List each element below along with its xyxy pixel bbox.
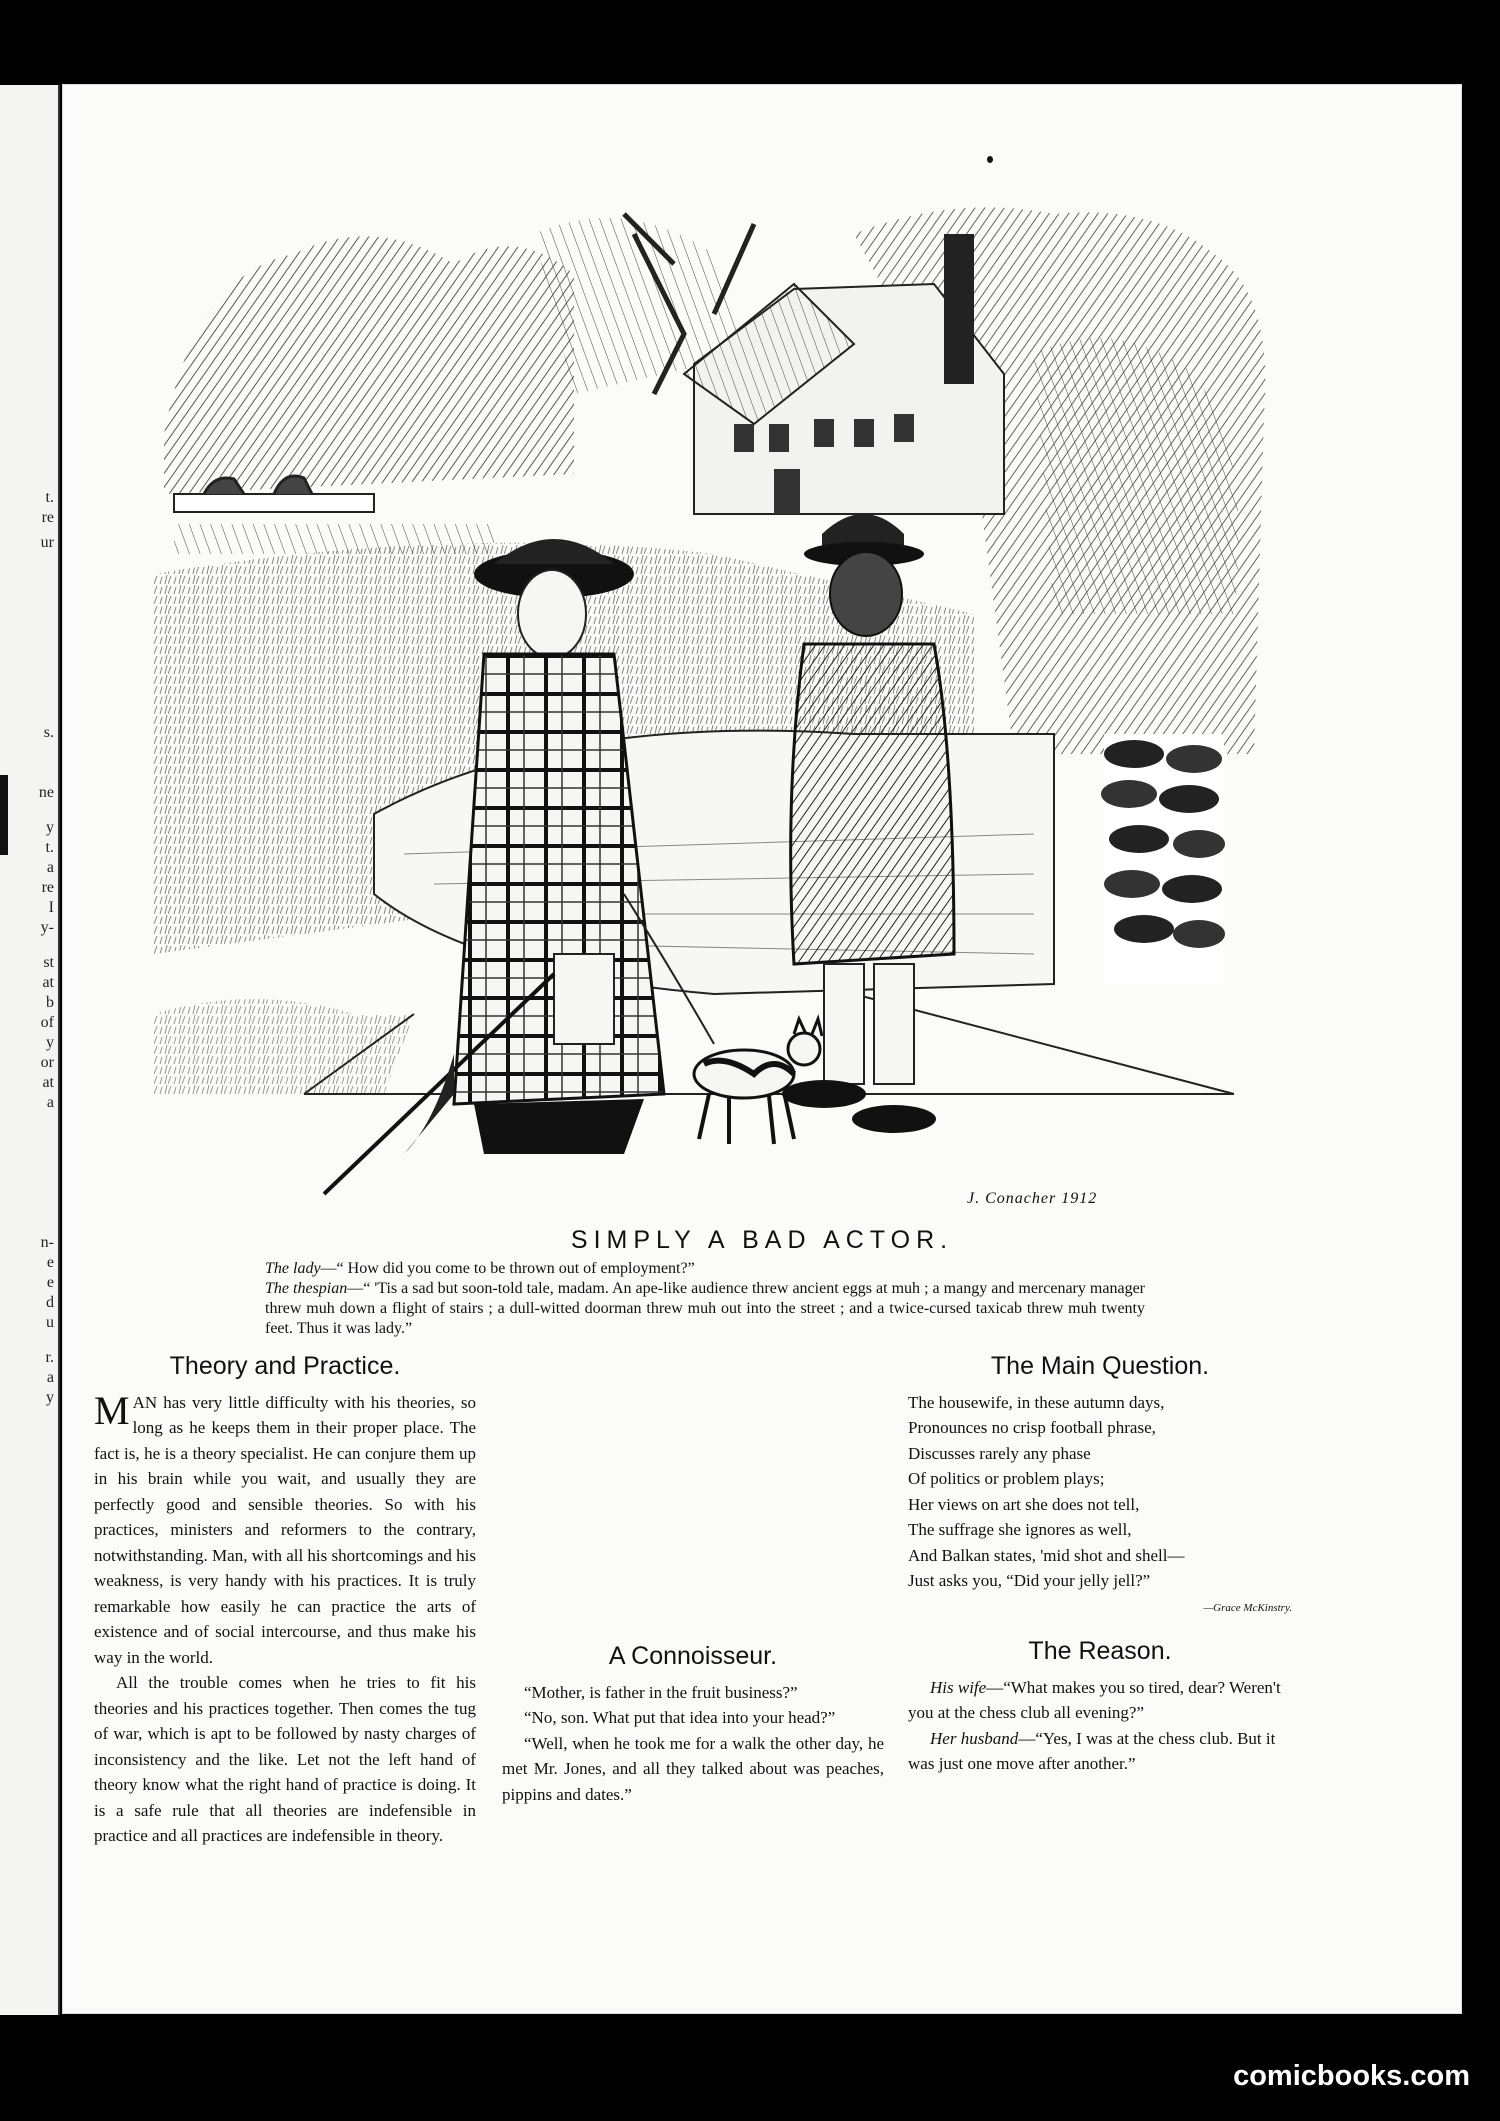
poem-author: —Grace McKinstry. xyxy=(1203,1601,1292,1614)
cartoon-title: SIMPLY A BAD ACTOR. xyxy=(570,1226,954,1254)
poem-line: Just asks you, “Did your jelly jell?” xyxy=(908,1571,1151,1590)
left-page-text-fragment: e xyxy=(46,1274,54,1291)
caption-lady-text: —“ How did you come to be thrown out of employment?” xyxy=(320,1260,695,1277)
connoisseur-line-1: “Mother, is father in the fruit business?” xyxy=(524,1682,798,1702)
heading-connoisseur: A Connoisseur. xyxy=(608,1642,778,1670)
left-page-text-fragment: a xyxy=(46,859,54,876)
theory-paragraph-2-text: All the trouble comes when he tries to fit his theories and his practices together. Then comes the tug of war, which is apt to be followed by nasty charges of inconsistency and the like. Let not the left hand of theory know what the right hand of practice is doing. It is a safe rule that all theories are indefensible in practice and all practices are indefensible in theory. xyxy=(94,1673,476,1845)
heading-main-question: The Main Question. xyxy=(990,1352,1210,1380)
left-page-text-fragment: at xyxy=(42,1074,54,1091)
lady-handbag xyxy=(554,954,614,1044)
left-page-text-fragment: ur xyxy=(40,534,54,551)
column-right xyxy=(908,1354,1292,1777)
left-page-text-fragment: t. xyxy=(45,489,54,506)
left-page-text-fragment: d xyxy=(46,1294,54,1311)
poem-line: Pronounces no crisp football phrase, xyxy=(908,1418,1156,1437)
caption-thespian-text: —“ 'Tis a sad but soon-told tale, madam. An ape-like audience threw ancient eggs at muh ; a mangy and mercenary manager threw muh down a flight of stairs ; a dull-witted doorman threw muh out into the street ; and a twice-cursed taxicab threw muh twenty feet. Thus it was lady.” xyxy=(265,1280,1145,1337)
caption-thespian-line xyxy=(265,1279,1145,1339)
left-page-text-fragment: y- xyxy=(40,919,54,936)
left-page-text-fragment: n- xyxy=(40,1234,54,1251)
left-page-text-fragment: ne xyxy=(38,784,54,801)
left-page-text-fragment: st xyxy=(43,954,54,971)
column-middle xyxy=(502,1354,884,1807)
stone-wall xyxy=(1101,734,1225,984)
poem-line: Discusses rarely any phase xyxy=(908,1443,1091,1463)
left-page-text-fragment: b xyxy=(46,994,54,1011)
left-page-text-fragment: t. xyxy=(45,839,54,856)
left-page-text-fragment: a xyxy=(46,1369,54,1386)
connoisseur-line-3: “Well, when he took me for a walk the other day, he met Mr. Jones, and all they talked about was peaches, pippins and dates.” xyxy=(502,1733,884,1804)
left-page-text-fragment: e xyxy=(46,1254,54,1271)
reason-wife-text: —“What makes you so tired, dear? Weren't you at the chess club all evening?” xyxy=(908,1677,1281,1722)
magazine-page xyxy=(62,84,1462,2014)
reason-husband-line xyxy=(908,1726,1292,1777)
main-question-poem xyxy=(908,1390,1292,1622)
left-page-text-fragment: or xyxy=(40,1054,54,1071)
poem-line: The suffrage she ignores as well, xyxy=(908,1520,1132,1539)
left-page-text-fragment: of xyxy=(40,1014,54,1031)
left-page-text-fragment: y xyxy=(46,819,54,836)
theory-paragraph-2 xyxy=(94,1670,476,1849)
left-page-text-fragment: u xyxy=(46,1314,54,1331)
connoisseur-line-2: “No, son. What put that idea into your head?” xyxy=(524,1708,836,1727)
theory-paragraph-1-text: has very little difficulty with his theories, so long as he keeps them in their proper place. The fact is, he is a theory specialist. He can conjure them up in his brain while you wait, and usually they are perfectly good and sensible theories. So with his practices, ministers and reformers to the contrary, notwithstanding. Man, with all his shortcomings and his weakness, is very handy with his practices. It is truly remarkable how easily he can practice the arts of existence and of social intercourse, and thus make his way in the world. xyxy=(94,1392,477,1667)
cartoon-caption xyxy=(265,1259,1145,1339)
caption-speaker-lady: The lady xyxy=(265,1260,321,1277)
heading-the-reason: The Reason. xyxy=(1028,1637,1172,1665)
left-page-text-fragment: y xyxy=(46,1034,54,1051)
column-theory-and-practice xyxy=(94,1354,476,1849)
poem-line: Of politics or problem plays; xyxy=(908,1469,1105,1488)
watermark: comicbooks.com xyxy=(1233,2060,1470,2092)
cartoon-illustration xyxy=(154,194,1334,1294)
left-page-text-fragment: r. xyxy=(45,1349,54,1366)
reason-speaker-wife: His wife xyxy=(930,1677,987,1697)
artist-signature: J. Conacher 1912 xyxy=(967,1190,1098,1207)
poem-line: Her views on art she does not tell, xyxy=(908,1494,1140,1514)
caption-speaker-thespian: The thespian xyxy=(265,1280,348,1297)
left-page-text-fragment: re xyxy=(41,879,54,896)
heading-theory-and-practice: Theory and Practice. xyxy=(169,1352,401,1380)
reason-husband-text: —“Yes, I was at the chess club. But it was just one move after another.” xyxy=(908,1728,1276,1773)
left-page-text-fragment: y xyxy=(46,1389,54,1406)
left-page-text-fragment: I xyxy=(48,899,54,916)
left-page-text-fragment: re xyxy=(41,509,54,526)
left-page-edge xyxy=(0,85,60,2015)
theory-continuation-space xyxy=(502,1354,884,1644)
left-page-ink-blot xyxy=(0,775,8,855)
theory-drop-cap: M xyxy=(94,1387,130,1433)
poem-line: And Balkan states, 'mid shot and shell— xyxy=(908,1545,1185,1565)
page-speck xyxy=(987,156,993,163)
reason-speaker-husband: Her husband xyxy=(930,1728,1019,1748)
caption-lady-line xyxy=(265,1259,1145,1279)
left-page-text-fragment: at xyxy=(42,974,54,991)
theory-paragraph-1 xyxy=(94,1387,477,1671)
left-page-text-fragment: a xyxy=(46,1094,54,1111)
poem-line: The housewife, in these autumn days, xyxy=(908,1392,1165,1412)
reason-wife-line xyxy=(908,1675,1292,1726)
theory-lead-caps: AN xyxy=(132,1392,158,1412)
left-page-text-fragment: s. xyxy=(43,724,54,741)
